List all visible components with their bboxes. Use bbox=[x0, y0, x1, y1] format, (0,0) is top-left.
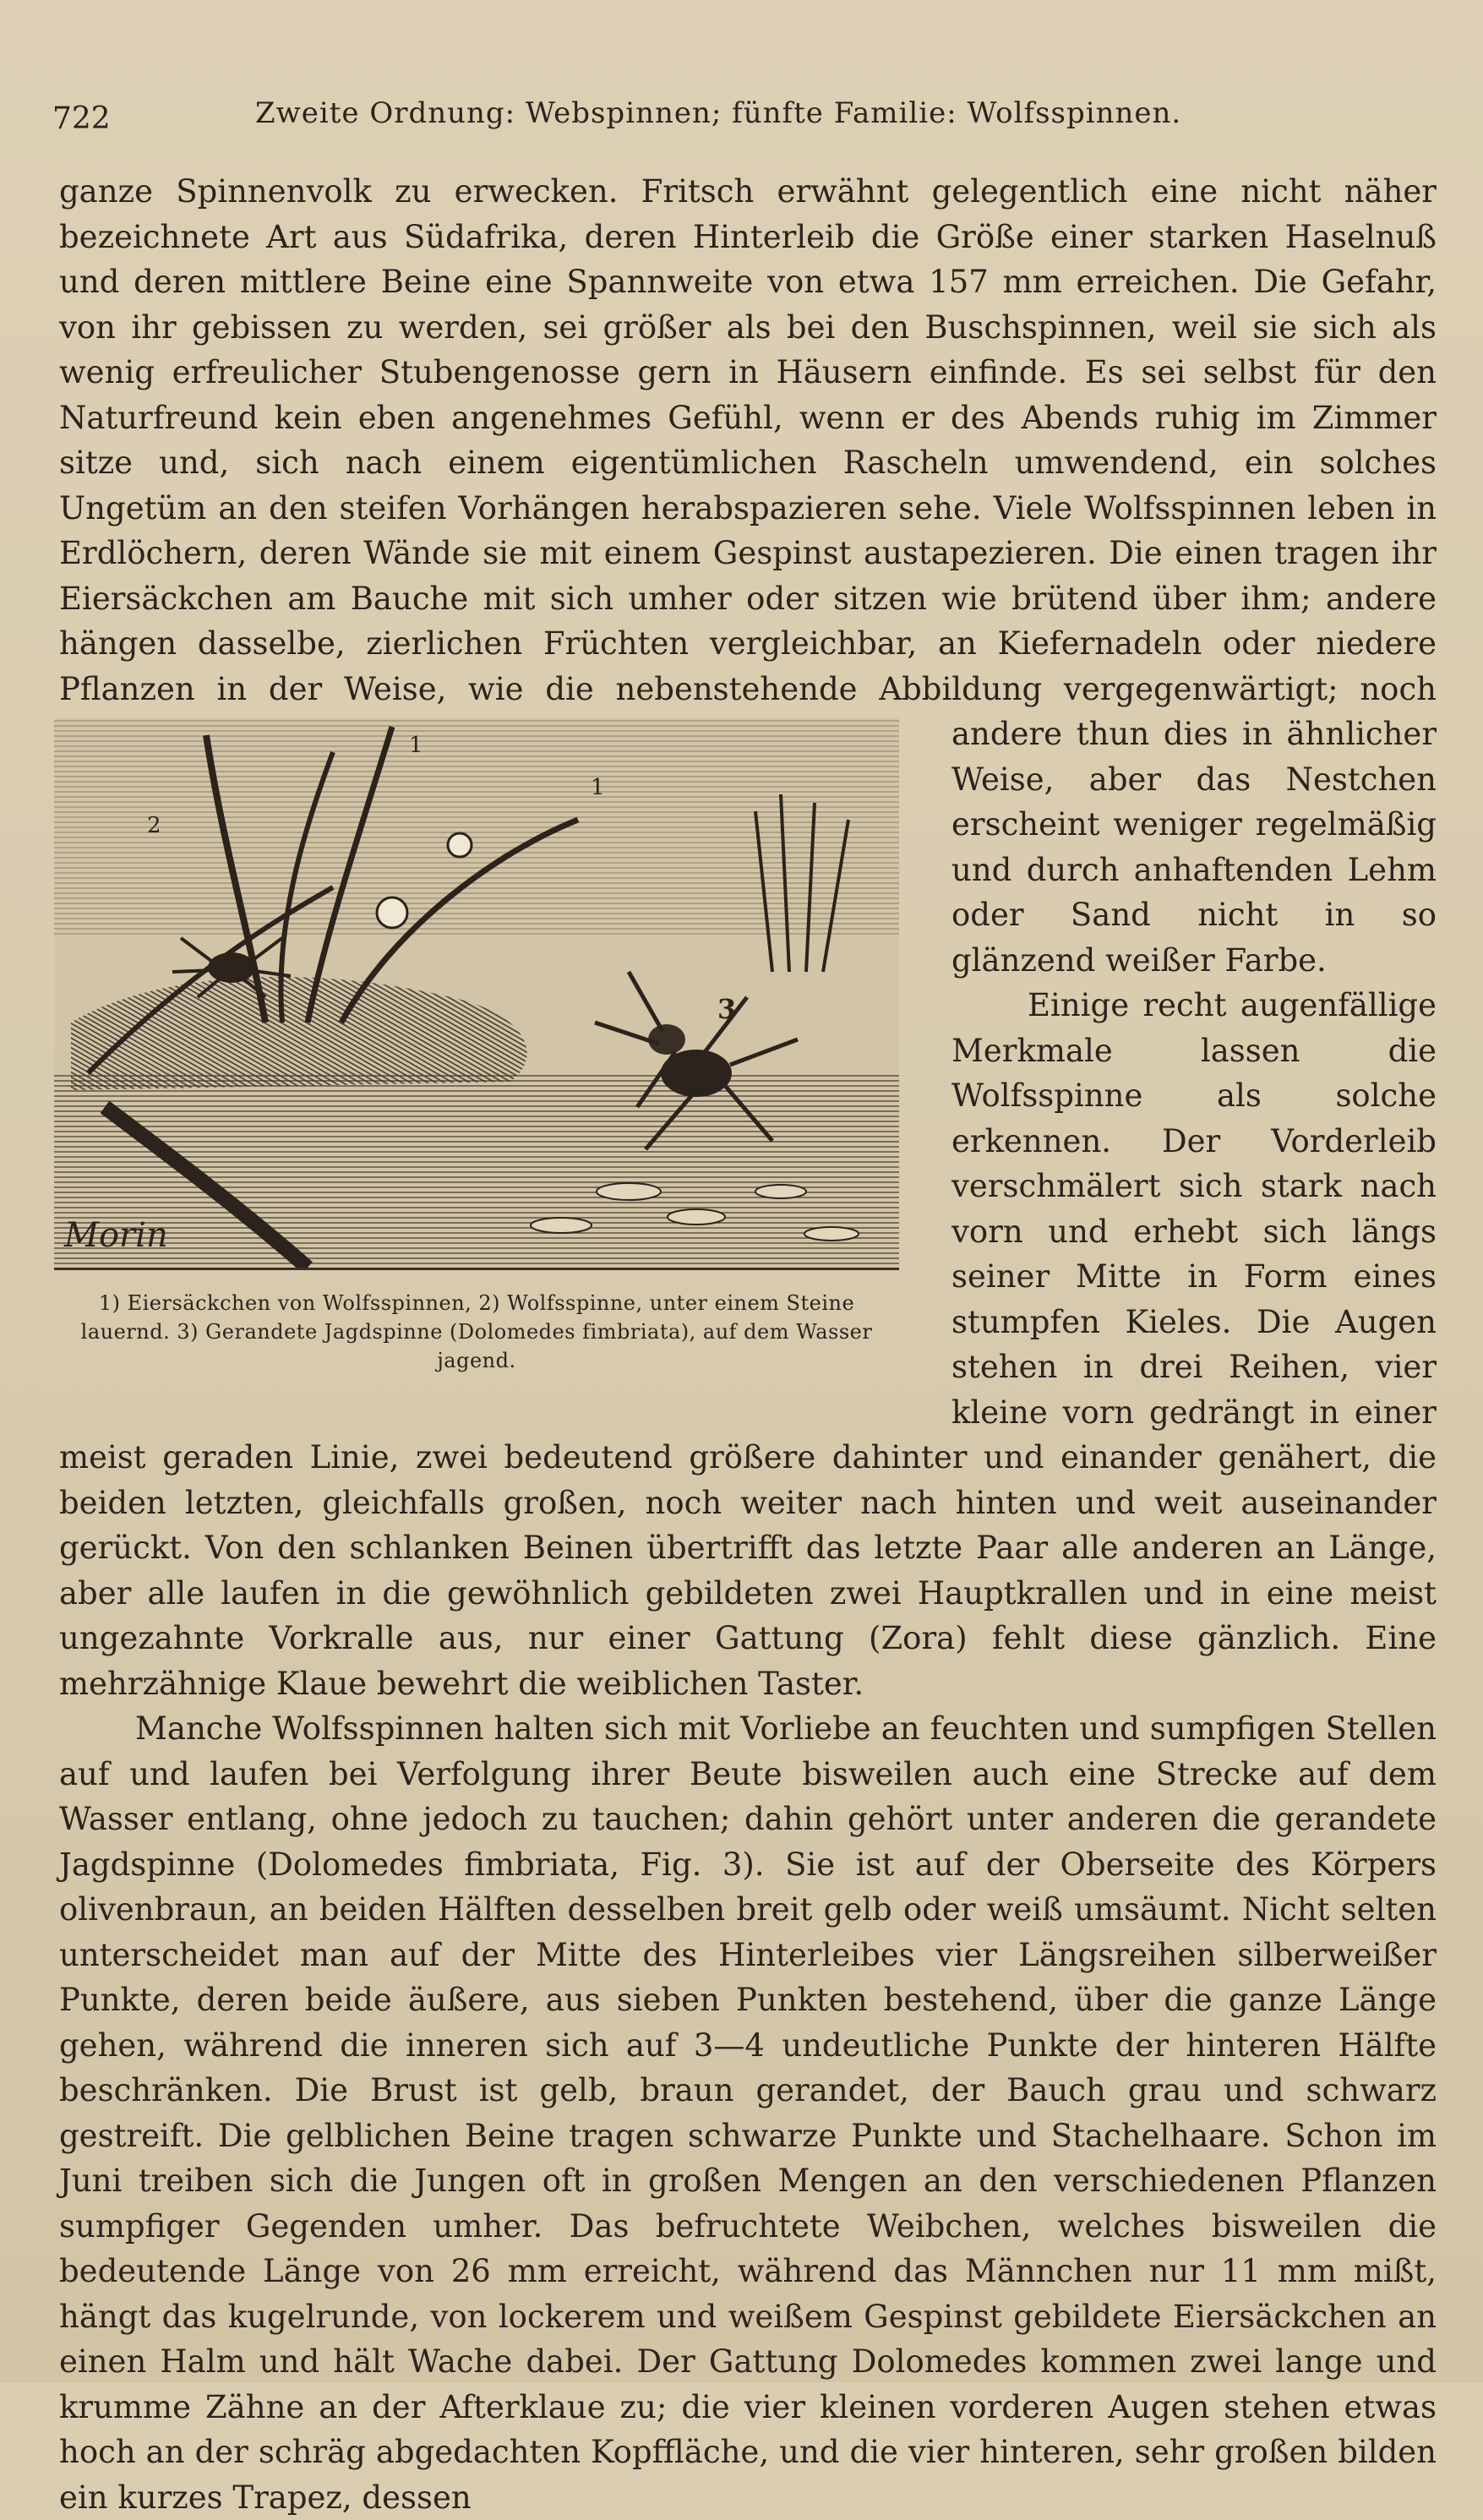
engraver-signature: Morin bbox=[64, 1216, 168, 1255]
figure-label-1b: 1 bbox=[591, 775, 605, 800]
figure-label-1a: 1 bbox=[409, 733, 423, 758]
page-number: 722 bbox=[52, 101, 111, 136]
paragraph-1-before-figure: ganze Spinnenvolk zu erwecken. Fritsch erwähnt gelegentlich eine nicht näher bezeichnete Art aus Südafrika, deren Hinterleib die Größe einer starken Haselnuß und deren mittlere Beine eine Spannweite von etwa 157 mm erreichen. Die Gefahr, von ihr gebissen zu werden, sei größer als bei den Buschspinnen, weil sie sich als wenig erfreulicher Stubengenosse gern in Häusern einfinde. Es sei selbst für den Naturfreund kein eben angenehmes Gefühl, wenn er des Abends ruhig im Zimmer sitze und, sich nach einem eigentümlichen Rascheln umwendend, ein solches Ungetüm an den steifen Vorhängen herabspazieren sehe. Viele Wolfsspinnen leben in Erdlöchern, deren Wände sie mit einem Gespinst austapezieren. Die einen tragen ihr Eiersäckchen am Bauche mit sich umher oder sitzen wie brütend über ihm; andere hängen dasselbe, zierlichen Früchten vergleichbar, an Kiefernadeln oder niedere Pflanzen in der Weise, wie die nebenstehende Abbildung vergegenwärtigt; noch andere thun bbox=[59, 173, 1437, 752]
wolf-spider-engraving bbox=[54, 718, 899, 1270]
paragraph-3: Manche Wolfsspinnen halten sich mit Vorliebe an feuchten und sumpfigen Stellen auf und laufen bei Verfolgung ihrer Beute bisweilen auch eine Strecke auf dem Wasser entlang, ohne jedoch zu tauchen; dahin gehört unter anderen die gerandete Jagdspinne (Dolomedes fimbriata, Fig. 3). Sie ist auf der Oberseite des Körpers olivenbraun, an beiden Hälften desselben breit gelb oder weiß umsäumt. Nicht selten unterscheidet man auf der Mitte des Hinterleibes vier Längsreihen silberweißer Punkte, deren beide äußere, aus sieben Punkten bestehend, über die ganze Länge gehen, während die inneren sich auf 3—4 undeutliche Punkte der hinteren Hälfte beschränken. Die Brust ist gelb, braun gerandet, der Bauch grau und schwarz gestreift. Die gelblichen Beine tragen schwarze Punkte und Stachelhaare. Schon im Juni treiben sich die Jungen oft in großen Mengen an den verschiedenen Pflanzen sumpfiger Gegenden umher. Das befruchtete Weibchen, welches bisweilen die bedeutende Länge von 26 mm erreicht, während das Männchen nur 11 mm mißt, hängt das kugelrunde, von lockerem und weißem Gespinst gebildete Eiersäckchen an einen Halm und hält Wache dabei. Der Gattung Dolomedes kommen zwei lange und krumme Zähne an der Afterklaue zu; die vier kleinen vorderen Augen stehen etwas hoch an der schräg abgedachten Kopffläche, und die vier hinteren, sehr großen bilden ein kurzes Trapez, dessen bbox=[59, 1710, 1437, 2516]
paragraph-2: Einige recht augenfällige Merkmale lassen die Wolfsspinne als solche erkennen. Der Vorderleib verschmälert sich stark nach vorn und erhebt sich längs seiner Mitte in Form eines stumpfen Kieles. Die Augen stehen in drei Reihen, vier kleine vorn gedrängt in einer meist geraden Linie, zwei bedeutend größere dahinter und einander genähert, die beiden letzten, gleichfalls großen, noch weiter nach hinten und weit auseinander gerückt. Von den schlanken Beinen übertrifft das letzte Paar alle anderen an Länge, aber alle laufen in die gewöhnlich gebildeten zwei Hauptkrallen und in eine meist ungezahnte Vorkralle aus, nur einer Gattung (Zora) fehlt diese gänzlich. Eine mehrzähnige Klaue bewehrt die weiblichen Taster. bbox=[59, 987, 1437, 1702]
figure-label-2: 2 bbox=[147, 813, 161, 838]
body-text bbox=[59, 169, 1437, 2520]
figure-label-3: 3 bbox=[717, 993, 737, 1025]
figure-caption: 1) Eiersäckchen von Wolfsspinnen, 2) Wolfsspinne, unter einem Steine lauernd. 3) Gerandete Jagdspinne (Dolomedes fimbriata), auf dem Wasser jagend. bbox=[80, 1291, 873, 1372]
paragraph-1-after-figure: dies in ähnlicher Weise, aber das Nestchen erscheint weniger regelmäßig und durch anhaftenden Lehm oder Sand nicht in so glänzend weißer Farbe. bbox=[951, 716, 1437, 979]
page-header bbox=[52, 95, 1438, 137]
running-title: Zweite Ordnung: Webspinnen; fünfte Familie: Wolfsspinnen. bbox=[255, 96, 1182, 130]
figure bbox=[54, 718, 916, 1386]
